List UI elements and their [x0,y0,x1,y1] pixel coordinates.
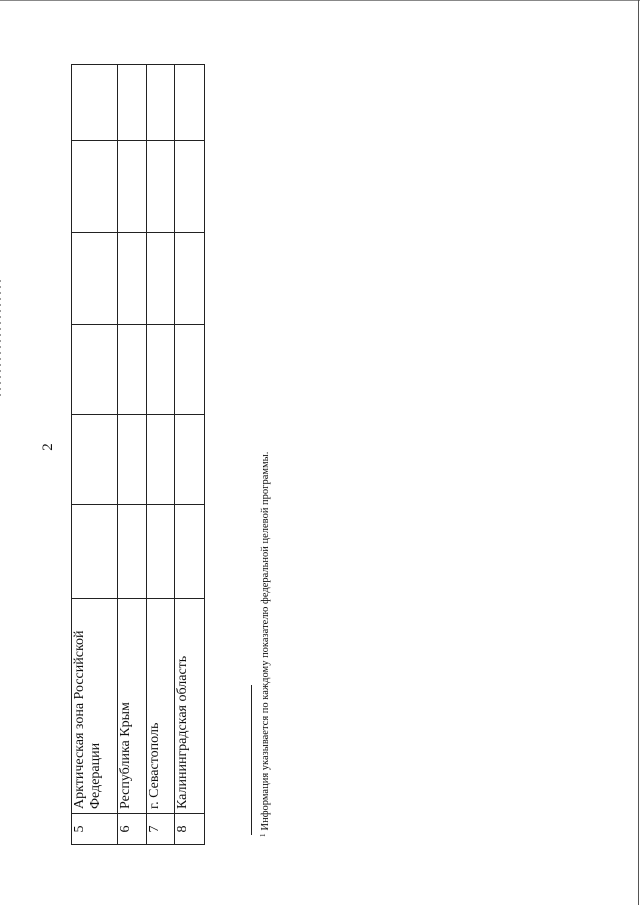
footnote-text: Информация указывается по каждому показателю федеральной целевой программы. [260,451,271,831]
region-name: Арктическая зона Российской Федерации [72,599,118,814]
table-cell [175,141,205,233]
table-cell [72,65,118,141]
table-cell [72,233,118,325]
row-number: 5 [72,814,118,845]
footnote-marker: 1 [259,833,267,837]
table-cell [147,65,175,141]
page-number: 2 [40,443,56,451]
region-name: г. Севастополь [147,599,175,814]
table-row [118,65,147,845]
table-cell [147,233,175,325]
table-cell [72,325,118,415]
regions-table [71,64,205,845]
table-cell [118,415,147,505]
footnote [259,452,271,837]
table-cell [72,141,118,233]
table-cell [147,505,175,599]
table-cell [175,505,205,599]
table-cell [118,65,147,141]
row-number: 8 [175,814,205,845]
footnote-separator [251,685,252,835]
table-cell [175,65,205,141]
table-row [147,65,175,845]
table-row [72,65,118,845]
table-cell [175,325,205,415]
table-row [175,65,205,845]
region-name: Республика Крым [118,599,147,814]
table-cell [147,325,175,415]
row-number: 6 [118,814,147,845]
table-cell [175,233,205,325]
table-cell [147,141,175,233]
table-cell [118,141,147,233]
table-cell [72,415,118,505]
row-number: 7 [147,814,175,845]
region-name: Калининградская область [175,599,205,814]
table-cell [72,505,118,599]
table-cell [147,415,175,505]
table-cell [118,325,147,415]
table-cell [118,505,147,599]
table-cell [118,233,147,325]
table-cell [175,415,205,505]
